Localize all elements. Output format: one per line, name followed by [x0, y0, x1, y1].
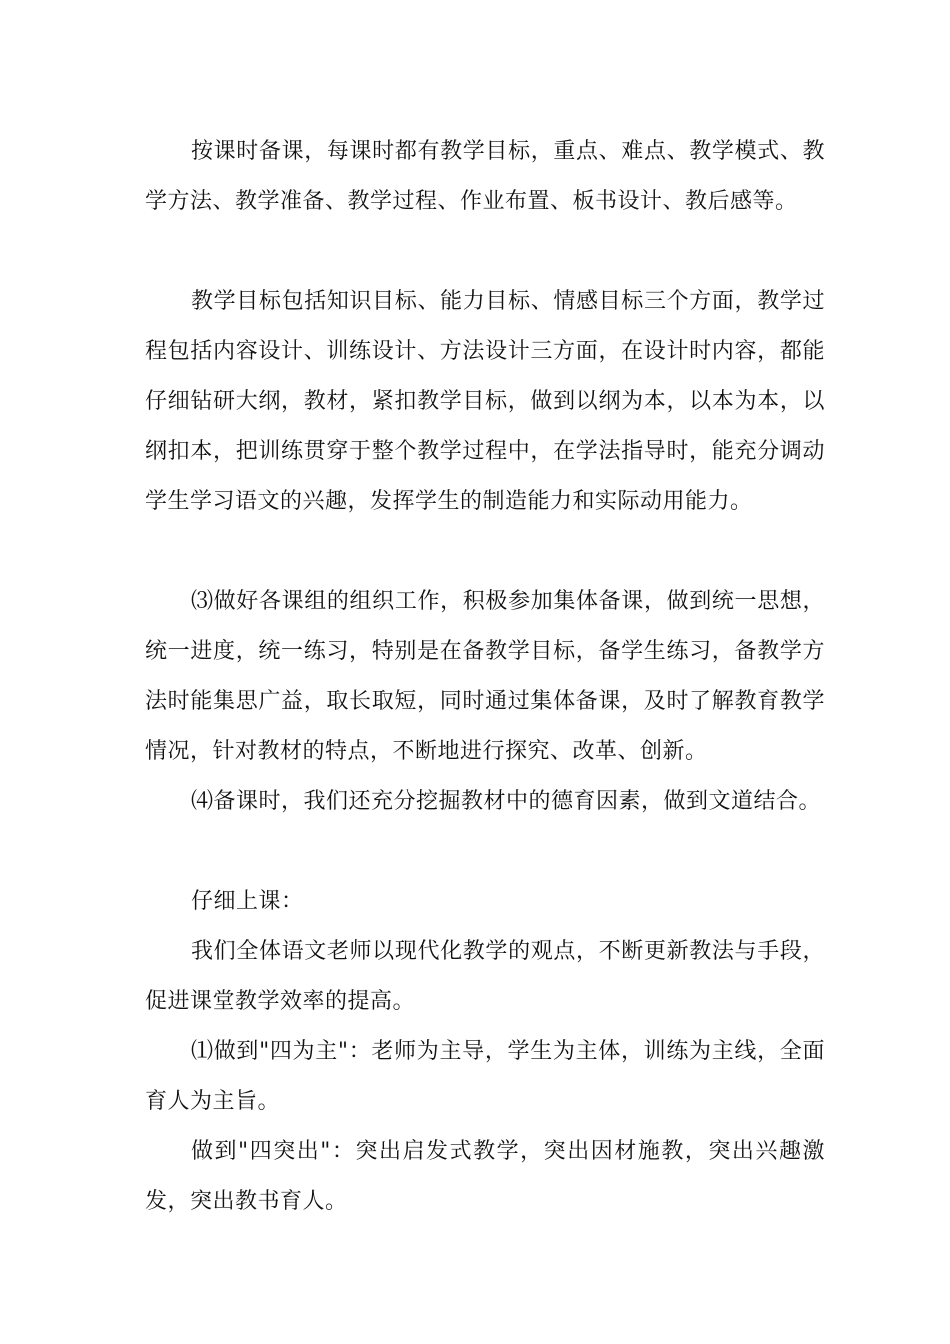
section-heading-careful-teaching: 仔细上课：	[191, 889, 304, 914]
paragraph-group-planning: ⑶做好各课组的组织工作，积极参加集体备课，做到统一思想，统一进度，统一练习，特别是在备教学目标，备学生练习，备教学方法时能集思广益，取长取短，同时通过集体备课，及时了解教育教学情况，针对教材的特点，不断地进行探究、改革、创新。	[145, 589, 825, 764]
paragraph-teaching-goals: 教学目标包括知识目标、能力目标、情感目标三个方面，教学过程包括内容设计、训练设计、方法设计三方面，在设计时内容，都能仔细钻研大纲，教材，紧扣教学目标，做到以纲为本，以本为本，以纲扣本，把训练贯穿于整个教学过程中，在学法指导时，能充分调动学生学习语文的兴趣，发挥学生的制造能力和实际动用能力。	[145, 289, 825, 514]
paragraph-moral-education: ⑷备课时，我们还充分挖掘教材中的德育因素，做到文道结合。	[191, 789, 822, 814]
paragraph-four-main: ⑴做到"四为主"：老师为主导，学生为主体，训练为主线，全面育人为主旨。	[145, 1039, 825, 1114]
paragraph-modern-teaching: 我们全体语文老师以现代化教学的观点，不断更新教法与手段，促进课堂教学效率的提高。	[145, 939, 825, 1014]
paragraph-lesson-planning: 按课时备课，每课时都有教学目标，重点、难点、教学模式、教学方法、教学准备、教学过程、作业布置、板书设计、教后感等。	[145, 139, 825, 214]
paragraph-four-highlights: 做到"四突出"：突出启发式教学，突出因材施教，突出兴趣激发，突出教书育人。	[145, 1139, 825, 1214]
